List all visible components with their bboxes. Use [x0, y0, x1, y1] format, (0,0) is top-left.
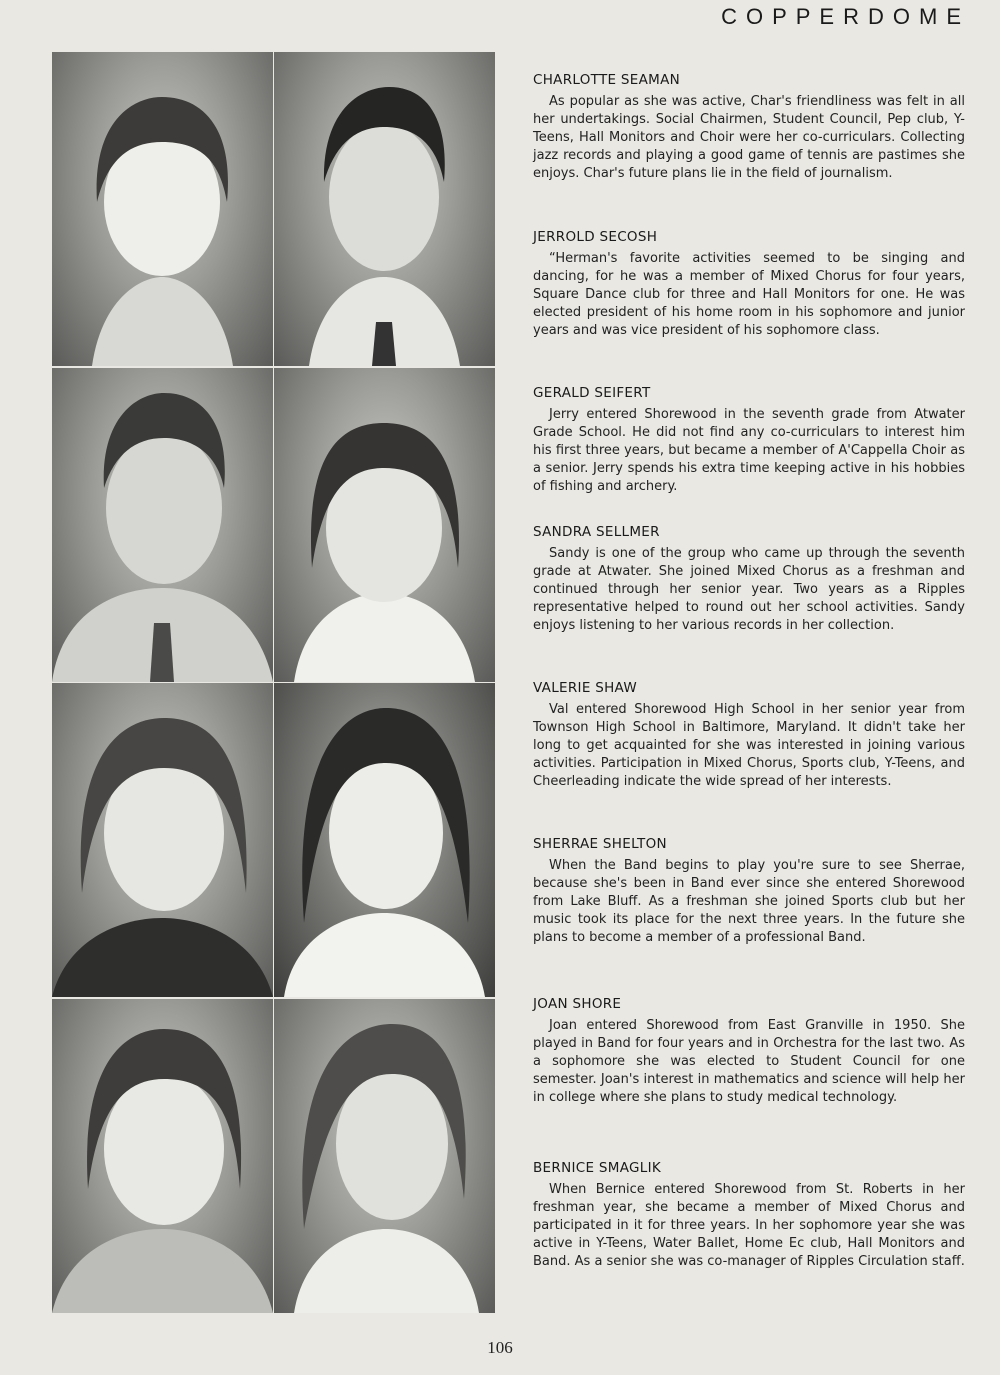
portrait-icon: [52, 52, 273, 366]
portrait-icon: [274, 52, 495, 366]
student-name: CHARLOTTE SEAMAN: [533, 72, 681, 88]
bio-text: Jerry entered Shorewood in the seventh grade from Atwater Grade School. He did not find any co-curriculars to interest him his first three years, but became a member of A'Cappella Choir as a senior. Jerry spends his extra time keeping active in his hobbies of fishing and archery.: [533, 407, 965, 494]
portrait-icon: [52, 368, 273, 682]
portrait-icon: [274, 683, 495, 997]
portrait-photo: [274, 999, 495, 1313]
bio-text: Sandy is one of the group who came up through the seventh grade at Atwater. She joined Mixed Chorus as a freshman and continued through her senior year. Two years as a Ripples representative helped to round out her school activities. Sandy enjoys listening to her various records in her collection.: [533, 546, 965, 633]
portrait-photo: [274, 683, 495, 997]
portrait-icon: [52, 683, 273, 997]
bio-text: As popular as she was active, Char's friendliness was felt in all her undertakings. Social Chairmen, Student Council, Pep club, Y-Teens, Hall Monitors and Choir were her co-curriculars. Collecting jazz records and playing a good game of tennis are pastimes she enjoys. Char's future plans lie in the field of journalism.: [533, 94, 965, 181]
bio-text: Val entered Shorewood High School in her senior year from Townson High School in Baltimore, Maryland. It didn't take her long to get acquainted for she was interested in joining various activities. Participation in Mixed Chorus, Sports club, Y-Teens, and Cheerleading indicate the wide spread of her interests.: [533, 702, 965, 789]
portrait-photo: [52, 368, 273, 682]
page-number: 106: [487, 1338, 513, 1357]
student-name: SHERRAE SHELTON: [533, 836, 667, 852]
bio-entry: [533, 836, 965, 947]
bio-entry: [533, 229, 965, 340]
portrait-icon: [274, 368, 495, 682]
bio-entry: [533, 524, 965, 635]
portrait-icon: [274, 999, 495, 1313]
portrait-grid: [52, 52, 495, 1312]
portrait-photo: [274, 368, 495, 682]
portrait-photo: [52, 683, 273, 997]
student-name: GERALD SEIFERT: [533, 385, 651, 401]
student-name: JERROLD SECOSH: [533, 229, 658, 245]
student-name: BERNICE SMAGLIK: [533, 1160, 662, 1176]
portrait-photo: [52, 52, 273, 366]
bio-entry: [533, 680, 965, 791]
bio-text: “Herman's favorite activities seemed to be singing and dancing, for he was a member of Mixed Chorus for four years, Square Dance club for three and Hall Monitors for one. He was elected president of his home room in his sophomore and junior years and was vice president of his sophomore class.: [533, 251, 965, 338]
bio-entry: [533, 996, 965, 1107]
bio-text: Joan entered Shorewood from East Granville in 1950. She played in Band for four years and in Orchestra for the last two. As a sophomore she was elected to Student Council for one semester. Joan's interest in mathematics and science will help her in college where she plans to study medical technology.: [533, 1018, 965, 1105]
portrait-icon: [52, 999, 273, 1313]
bio-entry: [533, 1160, 965, 1271]
student-name: SANDRA SELLMER: [533, 524, 660, 540]
portrait-photo: [52, 999, 273, 1313]
student-name: VALERIE SHAW: [533, 680, 638, 696]
bio-text: When the Band begins to play you're sure to see Sherrae, because she's been in Band ever since she entered Shorewood from Lake Bluff. As a freshman she joined Sports club but her music took its place for the next three years. In the future she plans to become a member of a professional Band.: [533, 858, 965, 945]
yearbook-title: COPPERDOME: [721, 4, 970, 29]
bio-text: When Bernice entered Shorewood from St. Roberts in her freshman year, she became a member of Mixed Chorus and participated in it for three years. In her sophomore year she was active in Y-Teens, Water Ballet, Home Ec club, Hall Monitors and Band. As a senior she was co-manager of Ripples Circulation staff.: [533, 1182, 965, 1269]
bio-entry: [533, 72, 965, 183]
bio-entry: [533, 385, 965, 496]
portrait-photo: [274, 52, 495, 366]
student-name: JOAN SHORE: [533, 996, 622, 1012]
